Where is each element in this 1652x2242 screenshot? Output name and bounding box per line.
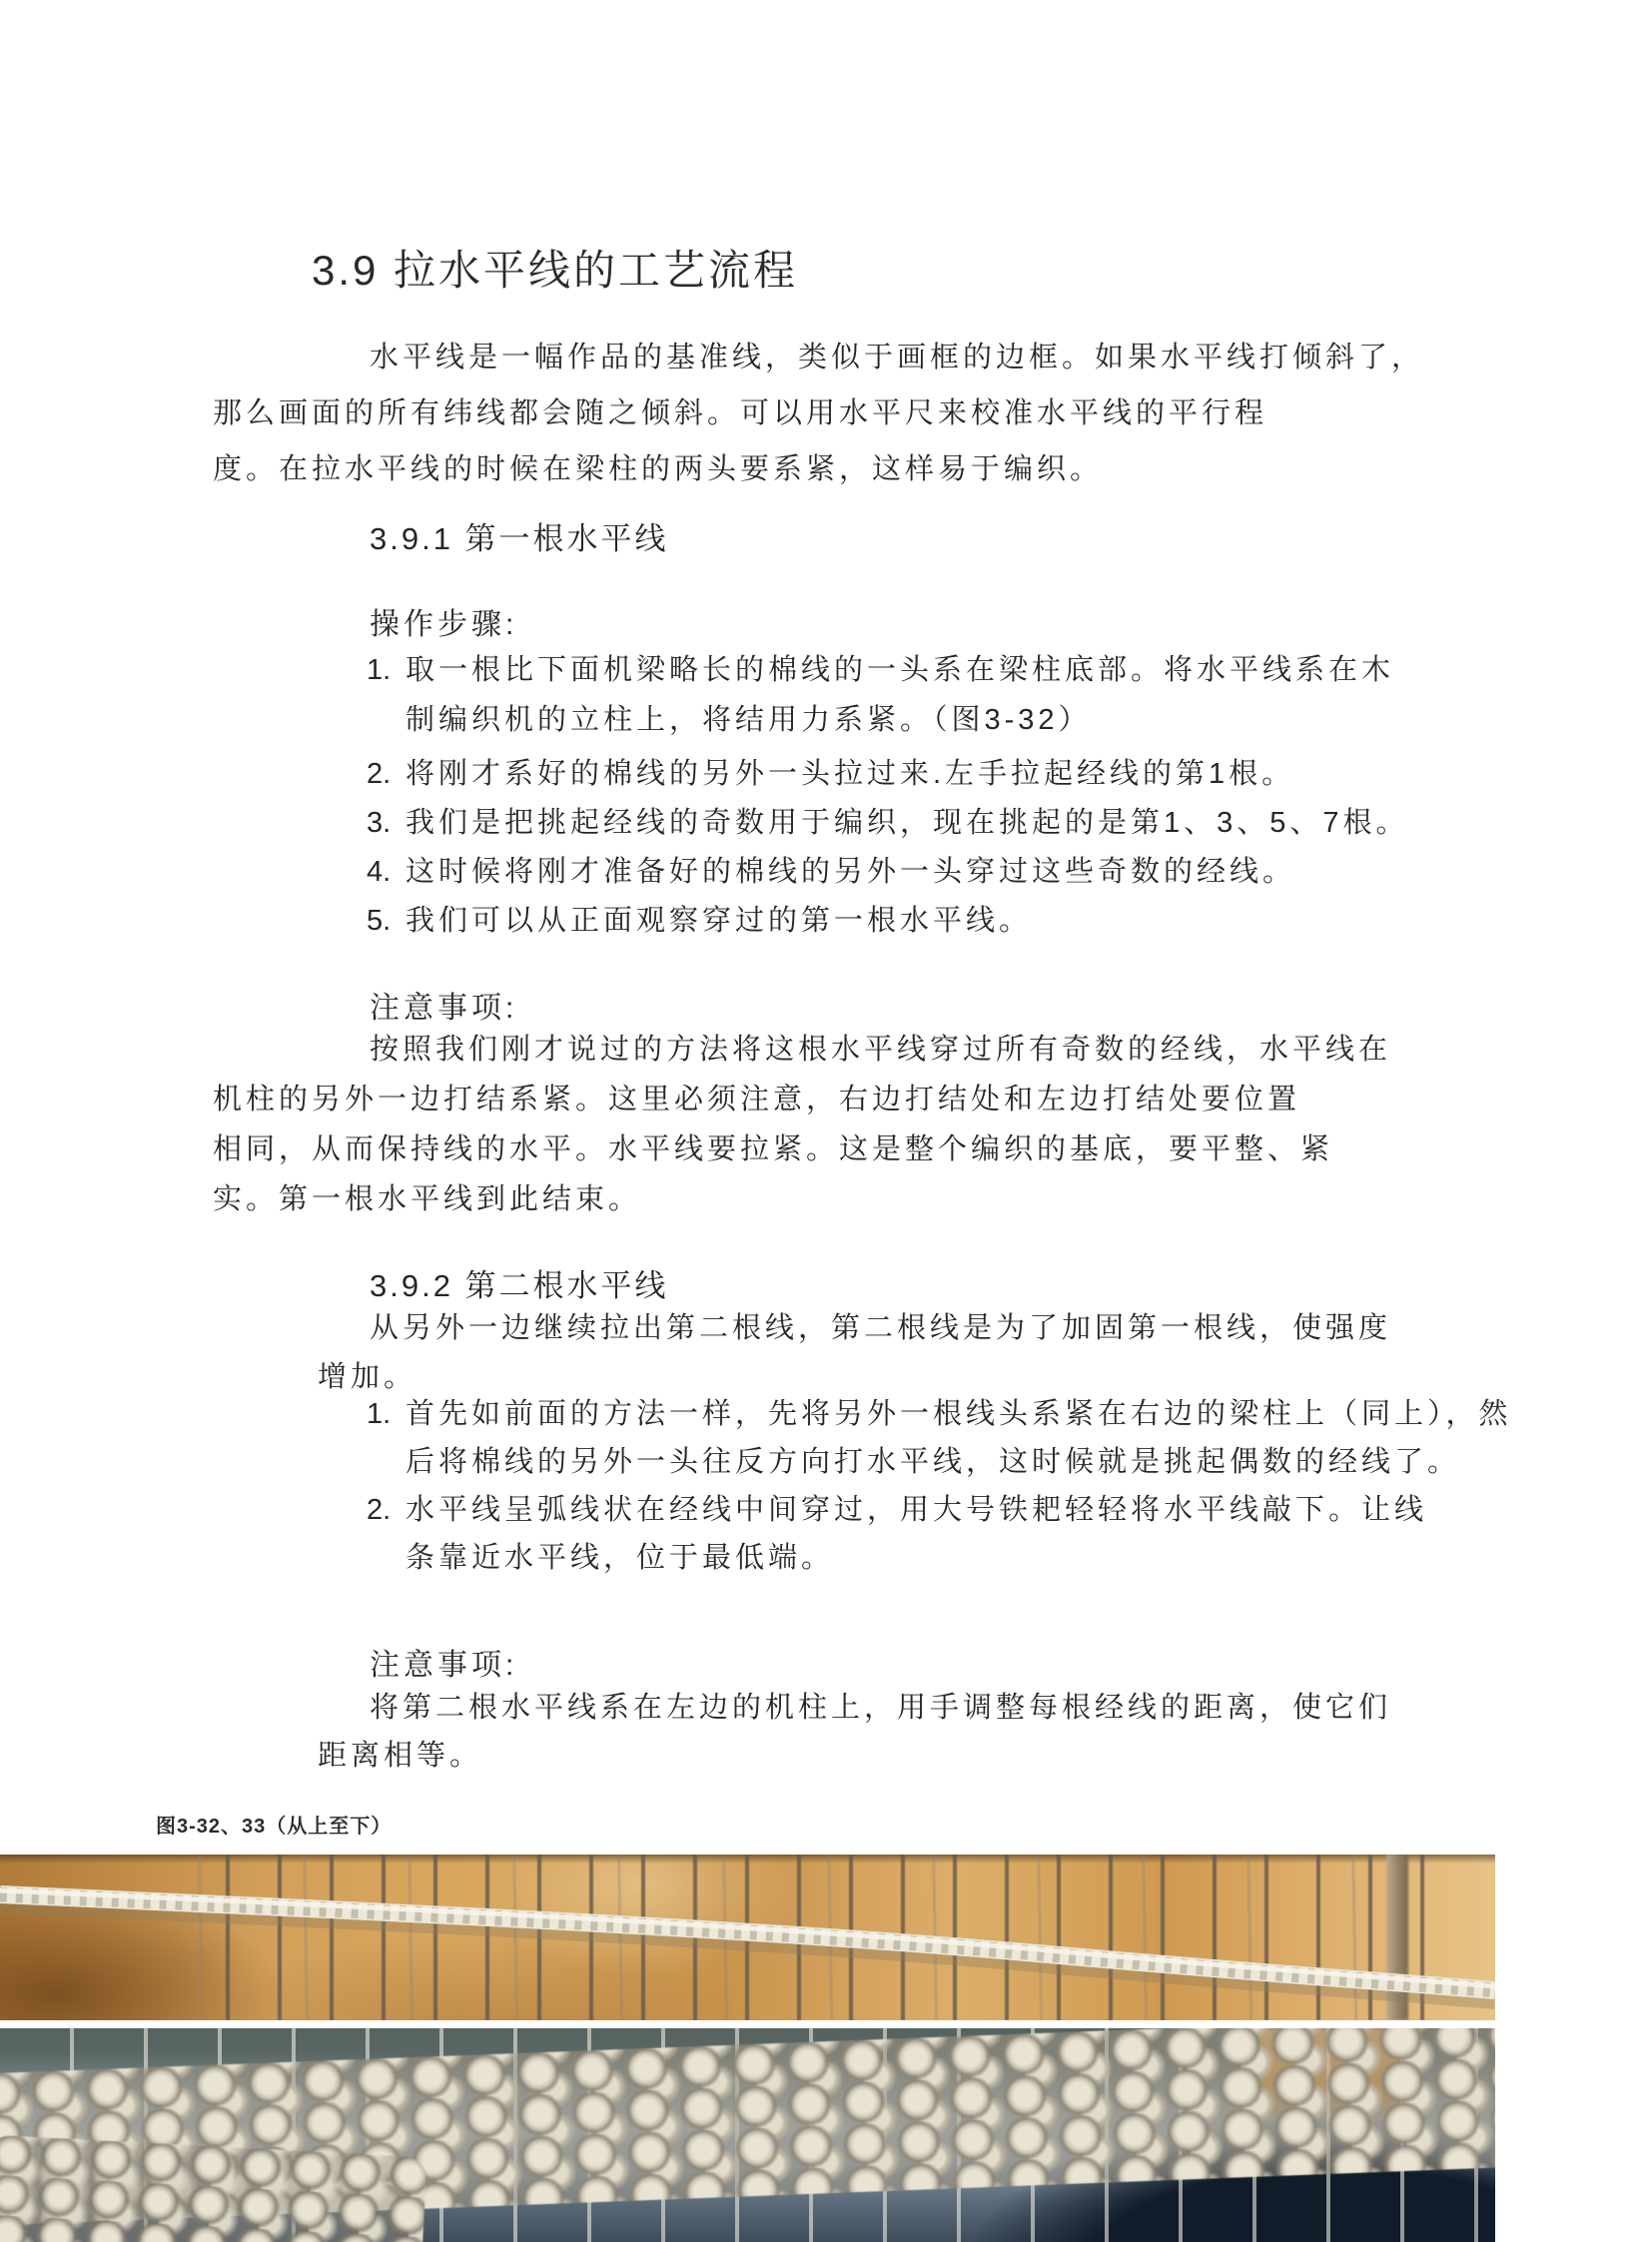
text-line: 从另外一边继续拉出第二根线，第二根线是为了加固第一根线，使强度 [370,1312,1392,1344]
text-line [213,1486,1427,1534]
notes-paragraph [213,1684,1391,1780]
notes-paragraph [213,1025,1391,1224]
horizontal-cord-graphic [0,1855,1495,2020]
text-line: 那么画面的所有纬线都会随之倾斜。可以用水平尺来校准水平线的平行程 [213,397,1268,429]
text-line: 按照我们刚才说过的方法将这根水平线穿过所有奇数的经线，水平线在 [370,1034,1392,1066]
text-line [213,798,1409,848]
figure-3-33-photo-woven-yarn [0,2028,1495,2242]
page-title: 3.9 拉水平线的工艺流程 [312,247,799,294]
text-line [213,896,1032,946]
text-line [213,645,1394,695]
steps-label: 操作步骤: [370,608,518,641]
step-number: 3. [367,807,392,839]
text-line: 增加。 [318,1361,417,1393]
text-line: 后将棉线的另外一头往反方向打水平线，这时候就是挑起偶数的经线了。 [406,1446,1461,1478]
step-item [213,1390,1512,1486]
step-item [213,749,1294,799]
step-text: 水平线呈弧线状在经线中间穿过，用大号铁耙轻轻将水平线敲下。让线 [406,1494,1428,1526]
section-3-9-1-heading: 3.9.1 第一根水平线 [370,521,669,556]
step-number: 4. [367,856,392,888]
notes-label: 注意事项: [370,1649,518,1682]
text-line: 条靠近水平线，位于最低端。 [406,1542,835,1574]
figure-caption: 图3-32、33（从上至下） [156,1816,393,1838]
text-line: 度。在拉水平线的时候在梁柱的两头要系紧，这样易于编织。 [213,453,1104,485]
text-line: 相同，从而保持线的水平。水平线要拉紧。这是整个编织的基底，要平整、紧 [213,1133,1334,1165]
step-number: 1. [367,654,392,686]
section-3-9-2-heading: 3.9.2 第二根水平线 [370,1268,669,1303]
step-item [213,798,1409,848]
step-item [213,847,1295,897]
step-number: 1. [367,1398,392,1430]
step-item [213,1486,1427,1582]
step-text: 我们是把挑起经线的奇数用于编织，现在挑起的是第1、3、5、7根。 [406,807,1409,839]
text-line: 水平线是一幅作品的基准线，类似于画框的边框。如果水平线打倾斜了， [370,342,1425,374]
text-line: 距离相等。 [318,1740,483,1772]
text-line [213,847,1295,897]
intro-paragraph [213,330,1424,497]
step-number: 2. [367,758,392,790]
step-number: 2. [367,1494,392,1526]
step-text: 首先如前面的方法一样，先将另外一根线头系紧在右边的梁柱上（同上），然 [406,1398,1512,1430]
step-item [213,896,1032,946]
text-line: 将第二根水平线系在左边的机柱上，用手调整每根经线的距离，使它们 [370,1692,1392,1724]
step-text: 取一根比下面机梁略长的棉线的一头系在梁柱底部。将水平线系在木 [406,654,1395,686]
step-text: 这时候将刚才准备好的棉线的另外一头穿过这些奇数的经线。 [406,856,1296,888]
step-text: 将刚才系好的棉线的另外一头拉过来.左手拉起经线的第1根。 [406,758,1295,790]
text-line [213,749,1294,799]
figure-3-32-photo-loom-warp [0,1855,1495,2020]
text-line: 制编织机的立柱上，将结用力系紧。（图3-32） [406,704,1092,736]
text-line: 机柱的另外一边打结系紧。这里必须注意，右边打结处和左边打结处要位置 [213,1084,1301,1116]
step-number: 5. [367,905,392,937]
notes-label: 注意事项: [370,992,518,1025]
text-line [213,1390,1512,1438]
step-item [213,645,1394,745]
text-line: 实。第一根水平线到此结束。 [213,1183,642,1215]
section2-intro-paragraph [213,1304,1391,1402]
step-text: 我们可以从正面观察穿过的第一根水平线。 [406,905,1033,937]
